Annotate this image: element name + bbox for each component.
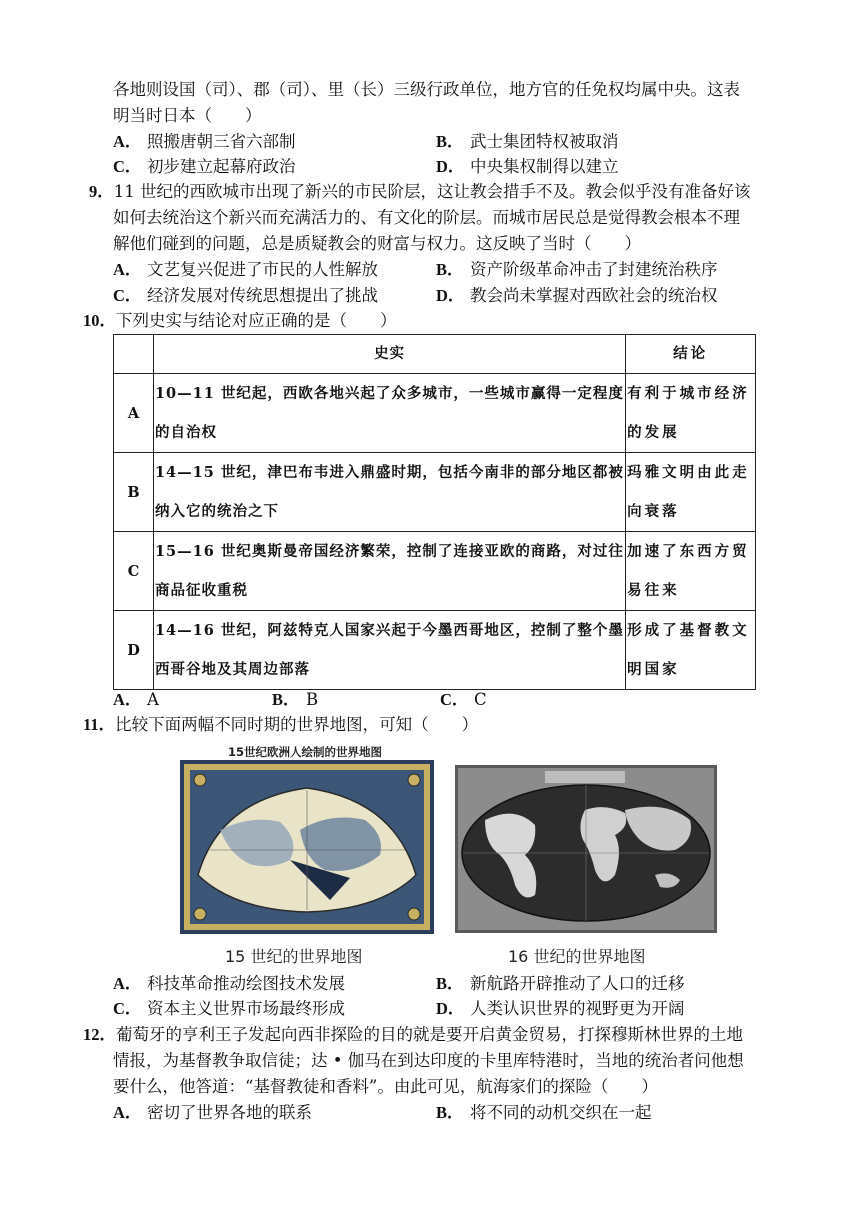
q11-stem: 11．比较下面两幅不同时期的世界地图，可知（ ） — [83, 715, 479, 734]
map2-caption: 16 世纪的世界地图 — [508, 947, 646, 966]
row-label: C — [114, 532, 154, 611]
row-conclusion: 玛雅文明由此走向衰落 — [626, 453, 756, 532]
header-conclusion: 结论 — [626, 335, 756, 374]
q8-option-b[interactable]: B． 武士集团特权被取消 — [436, 132, 619, 151]
q11-option-d[interactable]: D． 人类认识世界的视野更为开阔 — [436, 999, 685, 1018]
table-header-row — [114, 335, 756, 374]
row-conclusion: 加速了东西方贸易往来 — [626, 532, 756, 611]
q9-stem-line1: 9．11 世纪的西欧城市出现了新兴的市民阶层，这让教会措手不及。教会似乎没有准备好该 — [89, 182, 751, 201]
row-fact: 15—16 世纪奥斯曼帝国经济繁荣，控制了连接亚欧的商路，对过往商品征收重税 — [153, 532, 625, 611]
q12-option-a[interactable]: A． 密切了世界各地的联系 — [113, 1103, 312, 1122]
row-label: A — [114, 374, 154, 453]
q8-option-d[interactable]: D． 中央集权制得以建立 — [436, 157, 619, 176]
table-row — [114, 374, 756, 453]
q11-option-b[interactable]: B． 新航路开辟推动了人口的迁移 — [436, 974, 685, 993]
row-fact: 14—16 世纪，阿兹特克人国家兴起于今墨西哥地区，控制了整个墨西哥谷地及其周边部落 — [153, 611, 625, 690]
q12-stem-line1: 12．葡萄牙的亨利王子发起向西非探险的目的就是要开启黄金贸易，打探穆斯林世界的土地 — [83, 1025, 743, 1044]
table-row — [114, 611, 756, 690]
q11-number: 11． — [83, 715, 116, 734]
map-15th-century — [180, 760, 434, 934]
row-conclusion: 形成了基督教文明国家 — [626, 611, 756, 690]
q12-stem-line2: 情报，为基督教争取信徒；达 • 伽马在到达印度的卡里库特港时，当地的统治者问他想 — [113, 1051, 744, 1070]
q10-option-c[interactable]: C． C — [440, 690, 487, 709]
q9-option-b[interactable]: B． 资产阶级革命冲击了封建统治秩序 — [436, 260, 718, 279]
q9-option-d[interactable]: D． 教会尚未掌握对西欧社会的统治权 — [436, 286, 718, 305]
header-fact: 史实 — [153, 335, 625, 374]
q8-option-a[interactable]: A． 照搬唐朝三省六部制 — [113, 132, 296, 151]
q9-option-a[interactable]: A． 文艺复兴促进了市民的人性解放 — [113, 260, 378, 279]
row-label: B — [114, 453, 154, 532]
q9-option-c[interactable]: C． 经济发展对传统思想提出了挑战 — [113, 286, 378, 305]
map1-title: 15世纪欧洲人绘制的世界地图 — [228, 745, 383, 759]
q8-stem-line1: 各地则设国（司）、郡（司）、里（长）三级行政单位，地方官的任免权均属中央。这表 — [113, 80, 740, 99]
header-label-cell — [114, 335, 154, 374]
row-fact: 14—15 世纪，津巴布韦进入鼎盛时期，包括今南非的部分地区都被纳入它的统治之下 — [153, 453, 625, 532]
q10-fact-table — [113, 334, 756, 690]
q8-option-c[interactable]: C． 初步建立起幕府政治 — [113, 157, 296, 176]
row-fact: 10—11 世纪起，西欧各地兴起了众多城市，一些城市赢得一定程度的自治权 — [153, 374, 625, 453]
map1-caption: 15 世纪的世界地图 — [225, 947, 363, 966]
q9-stem-line3: 解他们碰到的问题，总是质疑教会的财富与权力。这反映了当时（ ） — [113, 234, 641, 253]
map-16th-century — [455, 765, 717, 933]
q10-number: 10． — [83, 311, 116, 330]
row-conclusion: 有利于城市经济的发展 — [626, 374, 756, 453]
q11-option-a[interactable]: A． 科技革命推动绘图技术发展 — [113, 974, 345, 993]
q10-option-a[interactable]: A． A — [113, 690, 159, 709]
q8-stem-line2: 明当时日本（ ） — [113, 106, 262, 125]
table-row — [114, 532, 756, 611]
q10-stem: 10．下列史实与结论对应正确的是（ ） — [83, 311, 397, 330]
q12-stem-line3: 要什么，他答道：“基督教徒和香料”。由此可见，航海家们的探险（ ） — [113, 1077, 658, 1096]
table-row — [114, 453, 756, 532]
q9-number: 9． — [89, 182, 114, 201]
q12-number: 12． — [83, 1025, 116, 1044]
q10-option-b[interactable]: B． B — [272, 690, 319, 709]
q11-option-c[interactable]: C． 资本主义世界市场最终形成 — [113, 999, 345, 1018]
q12-option-b[interactable]: B． 将不同的动机交织在一起 — [436, 1103, 652, 1122]
row-label: D — [114, 611, 154, 690]
q9-stem-line2: 如何去统治这个新兴而充满活力的、有文化的阶层。而城市居民总是觉得教会根本不理 — [113, 208, 740, 227]
